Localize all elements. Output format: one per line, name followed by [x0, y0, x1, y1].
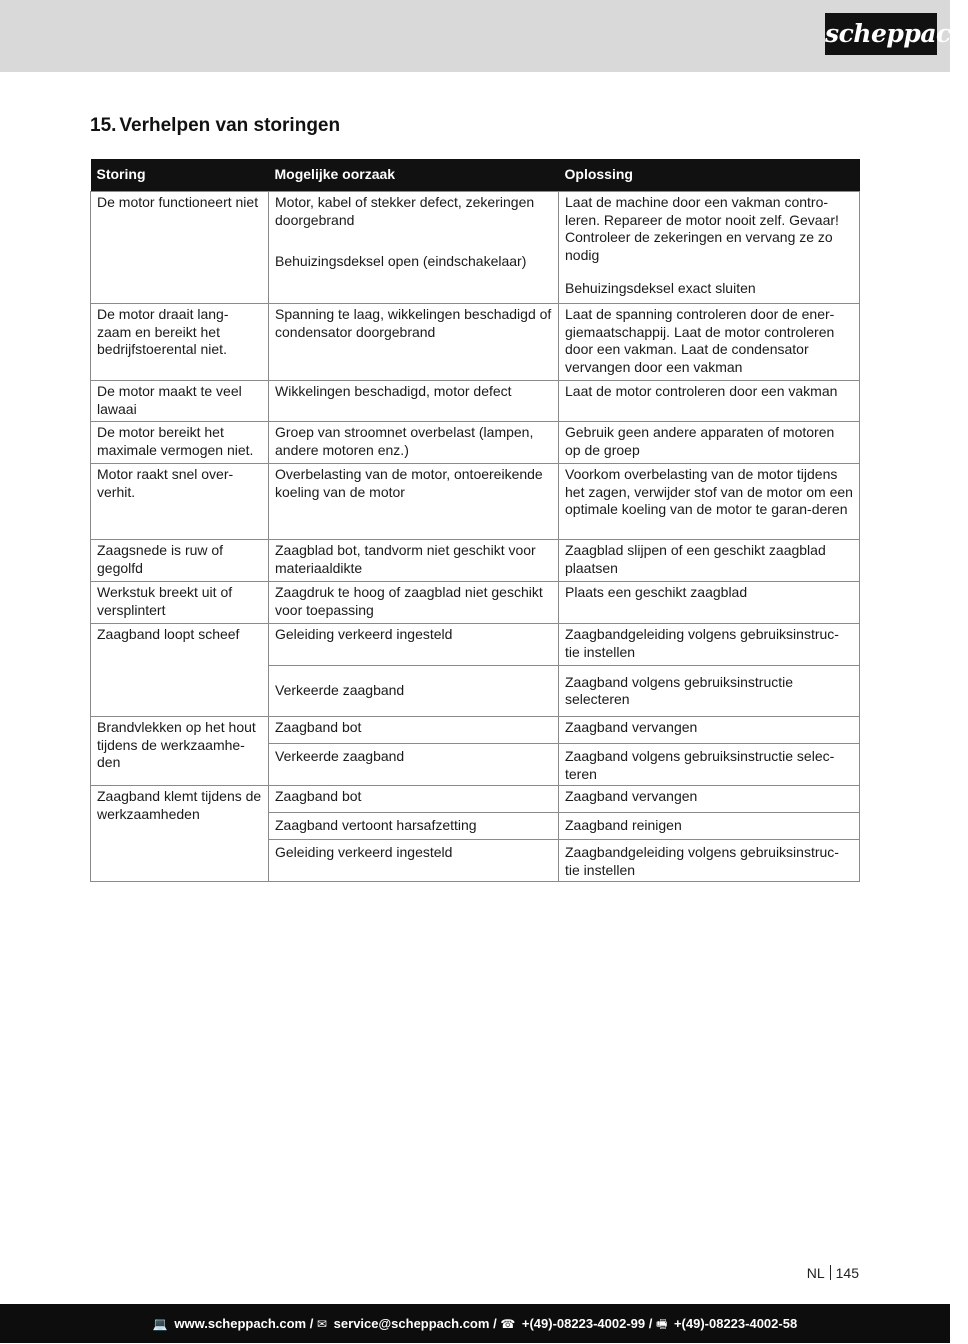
solution-cell: Zaagblad slijpen of een geschikt zaagblad plaatsen [559, 540, 860, 582]
section-number: 15. [90, 115, 117, 136]
troubleshooting-table [90, 159, 860, 882]
table-row [91, 582, 860, 624]
table-row [91, 192, 860, 304]
cause-cell: Groep van stroomnet overbelast (lampen, andere motoren enz.) [269, 422, 559, 464]
table-header-row [91, 159, 860, 192]
solution-cell: Zaagbandgeleiding volgens gebruiksinstruc-tie instellen [559, 624, 860, 666]
storing-cell: Motor raakt snel over-verhit. [91, 464, 269, 540]
solution-cell: Zaagbandgeleiding volgens gebruiksinstruc-tie instellen [559, 840, 860, 882]
table-row [91, 422, 860, 464]
solution-cell: Zaagband vervangen [559, 717, 860, 744]
table-row [91, 540, 860, 582]
language-code: NL [806, 1265, 825, 1281]
cause-cell: Verkeerde zaagband [269, 666, 559, 717]
header-storing: Storing [91, 159, 269, 192]
separator: / [309, 1316, 314, 1331]
solution-cell: Zaagband volgens gebruiksinstructie selec-teren [559, 744, 860, 786]
table-row [91, 786, 860, 813]
cause-cell [269, 192, 559, 304]
table-row [91, 304, 860, 381]
header-bar [0, 0, 968, 72]
separator: / [493, 1316, 497, 1331]
cause-cell: Zaagband bot [269, 717, 559, 744]
solution-cell: Gebruik geen andere apparaten of motoren op de groep [559, 422, 860, 464]
solution-cell: Laat de spanning controleren door de ener-giemaatschappij. Laat de motor controleren door een vakman. Laat de condensator vervangen door een vakman [559, 304, 860, 381]
solution-cell: Laat de motor controleren door een vakman [559, 381, 860, 422]
mail-icon: ✉ [316, 1317, 328, 1331]
section-title-text: Verhelpen van storingen [119, 115, 341, 136]
solution-cell: Plaats een geschikt zaagblad [559, 582, 860, 624]
page-number-label [807, 1265, 859, 1281]
cause-cell: Zaagdruk te hoog of zaagblad niet geschikt voor toepassing [269, 582, 559, 624]
solution-cell [559, 192, 860, 304]
solution-cell: Zaagband vervangen [559, 786, 860, 813]
solution-text: Laat de machine door een vakman contro-leren. Repareer de motor nooit zelf. Gevaar! Controleer de zekeringen en vervang ze zo nodig [565, 194, 839, 263]
table-row [91, 381, 860, 422]
storing-cell: Werkstuk breekt uit of versplintert [91, 582, 269, 624]
storing-cell: De motor maakt te veel lawaai [91, 381, 269, 422]
header-oorzaak: Mogelijke oorzaak [269, 159, 559, 192]
scheppach-logo: scheppach [825, 13, 937, 55]
cause-cell: Geleiding verkeerd ingesteld [269, 624, 559, 666]
contact-footer [0, 1304, 950, 1343]
fax-number: +(49)-08223-4002-58 [673, 1316, 798, 1331]
cause-cell: Zaagband bot [269, 786, 559, 813]
cause-text: Behuizingsdeksel open (eindschakelaar) [275, 253, 527, 269]
separator: / [648, 1316, 653, 1331]
phone-icon: ☎ [500, 1317, 516, 1331]
website-link[interactable]: www.scheppach.com [174, 1316, 307, 1331]
cause-cell: Wikkelingen beschadigd, motor defect [269, 381, 559, 422]
email-link[interactable]: service@scheppach.com [333, 1316, 490, 1331]
storing-cell: De motor bereikt het maximale vermogen niet. [91, 422, 269, 464]
storing-cell: Brandvlekken op het hout tijdens de werkzaamhe-den [91, 717, 269, 786]
cause-cell: Overbelasting van de motor, ontoereikende koeling van de motor [269, 464, 559, 540]
phone-number: +(49)-08223-4002-99 [521, 1316, 646, 1331]
storing-cell: De motor draait lang-zaam en bereikt het bedrijfstoerental niet. [91, 304, 269, 381]
solution-cell: Zaagband reinigen [559, 813, 860, 840]
cause-cell: Verkeerde zaagband [269, 744, 559, 786]
solution-text: Behuizingsdeksel exact sluiten [565, 280, 756, 296]
cause-text: Motor, kabel of stekker defect, zekeringen doorgebrand [275, 194, 535, 228]
table-row [91, 624, 860, 666]
cause-cell: Geleiding verkeerd ingesteld [269, 840, 559, 882]
cause-cell: Zaagblad bot, tandvorm niet geschikt voor materiaaldikte [269, 540, 559, 582]
cause-cell: Zaagband vertoont harsafzetting [269, 813, 559, 840]
table-row [91, 464, 860, 540]
fax-icon: 🖷 [656, 1317, 668, 1331]
solution-cell: Zaagband volgens gebruiksinstructie selecteren [559, 666, 860, 717]
cause-cell: Spanning te laag, wikkelingen beschadigd of condensator doorgebrand [269, 304, 559, 381]
computer-icon: 💻 [152, 1317, 168, 1331]
section-title [90, 115, 340, 137]
storing-cell: Zaagband klemt tijdens de werkzaamheden [91, 786, 269, 882]
storing-cell: Zaagband loopt scheef [91, 624, 269, 717]
storing-cell: Zaagsnede is ruw of gegolfd [91, 540, 269, 582]
page-number: 145 [835, 1265, 859, 1281]
header-oplossing: Oplossing [559, 159, 860, 192]
table-row [91, 717, 860, 744]
storing-cell: De motor functioneert niet [91, 192, 269, 304]
solution-cell: Voorkom overbelasting van de motor tijdens het zagen, verwijder stof van de motor om een optimale koeling van de motor te garan-deren [559, 464, 860, 540]
